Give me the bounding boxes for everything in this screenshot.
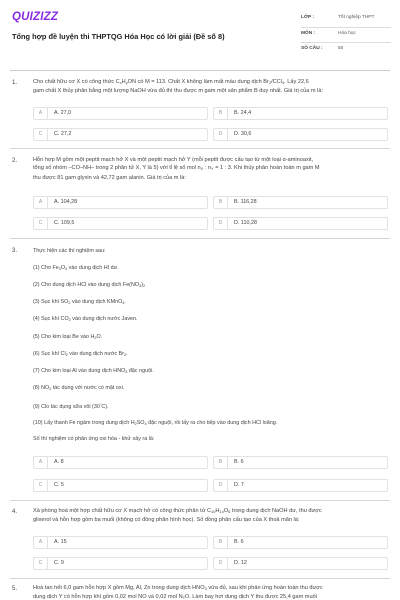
experiment-item: (3) Sục khí $SO_2$ vào dung dịch KMnO$_4$. <box>33 299 126 305</box>
option-letter: D <box>214 480 228 491</box>
question-line: dung dịch Y có hỗn hợp khí gồm 0,02 mol NO và 0,02 mol N₂O. Làm bay hơi dung dịch Y thu được 25,4 gam muối <box>33 594 317 600</box>
question-divider <box>10 148 390 149</box>
question-number: 4. <box>12 509 18 515</box>
option-value: D. 12 <box>234 560 247 566</box>
experiment-item: (6) Sục khí $Cl_2$ vào dung dịch nước $Br_2$. <box>33 351 128 357</box>
option-value: C. 109,5 <box>54 220 75 226</box>
answer-option-b[interactable] <box>213 107 388 120</box>
option-letter: B <box>214 537 228 548</box>
option-value: B. 24,4 <box>234 110 252 116</box>
question-text <box>33 156 388 182</box>
experiment-item: (4) Sục khí $CO_2$ vào dung dịch nước Javen. <box>33 316 138 322</box>
option-value: A. 15 <box>54 539 67 545</box>
question-line: Xà phòng hoá một hợp chất hữu cơ X mạch hở có công thức phân tử $C_{10}H_{14}O_6$ trong dung dịch NaOH dư, thu được <box>33 508 322 514</box>
answer-option-c[interactable] <box>33 217 208 230</box>
question-divider <box>10 500 390 501</box>
document-title: Tổng hợp đề luyện thi THPTQG Hóa Học có lời giải (Đề số 8) <box>12 32 225 41</box>
meta-key: MÔN : <box>301 30 316 36</box>
question-line: Hoà tan hết 6,0 gam hỗn hợp X gồm Mg, Al, Zn trong dung dịch $HNO_3$ vừa đủ, sau khi phản ứng hoàn toàn thu được <box>33 585 323 591</box>
option-value: A. 8 <box>54 459 64 465</box>
question-line: tổng số nhóm –CO–NH– trong 2 phân tử X, Y là 5) với tỉ lệ số mol $n_X$ : $n_Y = 1$ : 3. Khi thủy phân hoàn toàn m gam M <box>33 165 320 172</box>
answer-option-c[interactable] <box>33 128 208 141</box>
answer-option-a[interactable] <box>33 196 208 209</box>
option-letter: D <box>214 218 228 229</box>
worksheet-header <box>0 0 400 70</box>
question-divider <box>10 578 390 579</box>
experiment-item: (7) Cho kim loại Al vào dung dịch $HNO_3$ đặc nguội. <box>33 368 154 374</box>
meta-table <box>301 12 391 59</box>
question-text <box>33 584 388 600</box>
answer-option-d[interactable] <box>213 217 388 230</box>
question-line: Hỗn hợp M gồm một peptit mạch hở X và một peptit mạch hở Y (mỗi peptit được cấu tạo từ một loại α-aminoaxit, <box>33 157 314 163</box>
option-letter: B <box>214 108 228 119</box>
option-letter: C <box>34 129 48 140</box>
option-letter: C <box>34 558 48 569</box>
option-value: D. 110,28 <box>234 220 257 226</box>
question-line: glixerol và hỗn hợp gồm ba muối (không có đồng phân hình học). Số đồng phân cấu tạo của X thoả mãn là: <box>33 517 300 524</box>
question-line: thu được 81 gam glyxin và 42,72 gam alanin. Giá trị của m là: <box>33 174 186 181</box>
option-letter: D <box>214 129 228 140</box>
answer-option-a[interactable] <box>33 456 208 469</box>
question-intro: Thực hiện các thí nghiệm sau: <box>33 248 106 254</box>
answer-option-d[interactable] <box>213 557 388 570</box>
question-number: 1. <box>12 80 18 86</box>
experiment-item: (8) $NO_2$ tác dụng với nước có mặt oxi. <box>33 385 125 391</box>
option-letter: A <box>34 197 48 208</box>
experiment-item: (1) Cho $Fe_3O_4$ vào dung dịch HI dư. <box>33 265 119 271</box>
answer-option-d[interactable] <box>213 128 388 141</box>
option-letter: C <box>34 218 48 229</box>
question-prompt: Số thí nghiệm có phản ứng oxi hóa - khử xảy ra là: <box>33 436 155 442</box>
question-text <box>33 507 388 525</box>
option-letter: B <box>214 197 228 208</box>
option-value: D. 30,6 <box>234 131 252 137</box>
experiment-item: (9) Clo tác dụng sữa vôi (30°C). <box>33 403 109 410</box>
option-value: C. 27,2 <box>54 131 72 137</box>
option-value: B. 6 <box>234 459 244 465</box>
question-number: 5. <box>12 586 18 592</box>
answer-option-d[interactable] <box>213 479 388 492</box>
meta-row-subject <box>301 28 391 44</box>
option-letter: A <box>34 457 48 468</box>
option-letter: A <box>34 537 48 548</box>
question-divider <box>10 238 390 239</box>
option-value: A. 104,28 <box>54 199 78 205</box>
option-value: B. 116,28 <box>234 199 257 205</box>
question-number: 3. <box>12 248 18 254</box>
option-value: B. 6 <box>234 539 244 545</box>
question-line: gam chất X thủy phân bằng một lượng NaOH vừa đủ thì thu được m gam một sản phẩm B duy nhất. Giá trị của m là: <box>33 88 324 95</box>
meta-value: Hóa học <box>338 30 356 36</box>
answer-option-b[interactable] <box>213 456 388 469</box>
header-divider <box>10 70 390 71</box>
option-letter: C <box>34 480 48 491</box>
meta-key: LỚP : <box>301 15 315 20</box>
meta-row-class <box>301 12 391 28</box>
meta-row-count <box>301 43 391 59</box>
answer-option-a[interactable] <box>33 536 208 549</box>
answer-option-b[interactable] <box>213 536 388 549</box>
meta-value: 50 <box>338 46 344 51</box>
option-letter: B <box>214 457 228 468</box>
question-text <box>33 78 388 96</box>
experiment-item: (2) Cho dung dịch HCl vào dung dịch $Fe(NO_3)_2$ <box>33 282 146 288</box>
meta-key: SỐ CÂU : <box>301 46 323 51</box>
question-number: 2. <box>12 158 18 164</box>
meta-value: Tốt nghiệp THPT <box>338 15 375 20</box>
option-value: C. 9 <box>54 560 64 566</box>
option-value: D. 7 <box>234 482 244 488</box>
experiment-item: (10) Lấy thanh Fe ngâm trong dung dịch $H_2SO_4$ đặc nguội, rồi lấy ra cho tiếp vào dung dịch HCl loãng. <box>33 420 278 426</box>
option-letter: A <box>34 108 48 119</box>
option-letter: D <box>214 558 228 569</box>
answer-option-c[interactable] <box>33 557 208 570</box>
question-line: Cho chất hữu cơ X có công thức $C_xH_yON$ có M = 113. Chất X không làm mất màu dung dịch $Br_2/CCl_4$. Lấy 22,6 <box>33 79 309 85</box>
quizizz-logo: QUIZIZZ <box>12 11 59 23</box>
experiment-item: (5) Cho kim loại Be vào $H_2O$. <box>33 334 103 340</box>
answer-option-b[interactable] <box>213 196 388 209</box>
option-value: C. 5 <box>54 482 64 488</box>
answer-option-a[interactable] <box>33 107 208 120</box>
answer-option-c[interactable] <box>33 479 208 492</box>
option-value: A. 27,0 <box>54 110 72 116</box>
